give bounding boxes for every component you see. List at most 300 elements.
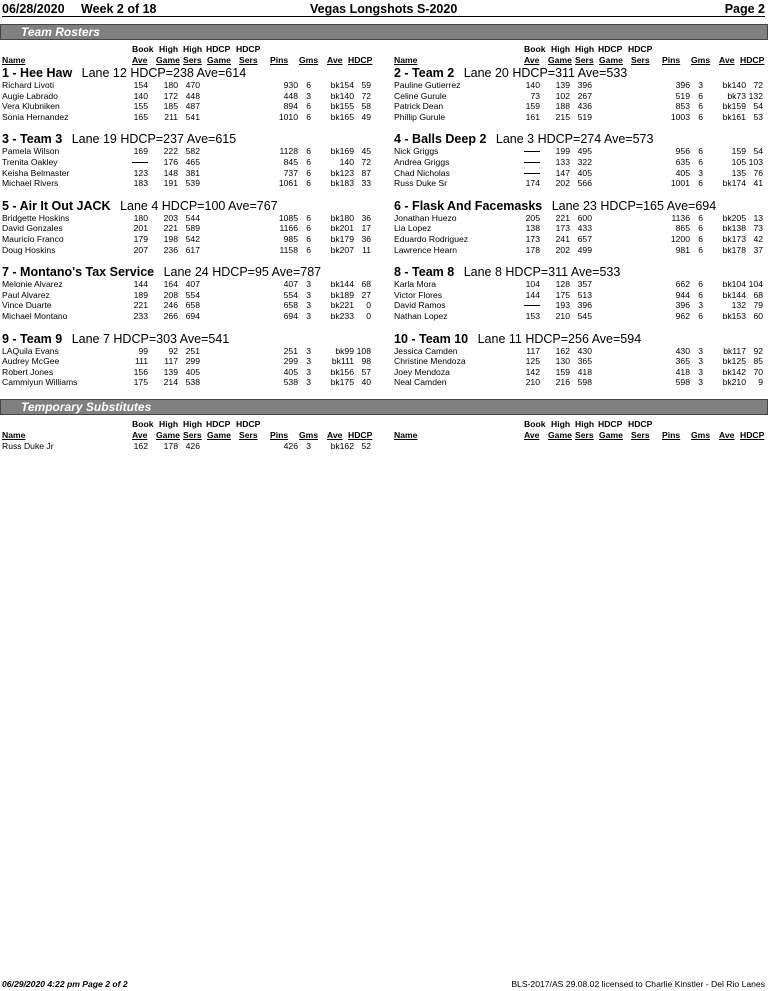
cell-game: 175 bbox=[555, 289, 570, 300]
cell-pins: 1200 bbox=[670, 233, 690, 244]
cell-sers: 600 bbox=[577, 212, 592, 223]
cell-name: Eduardo Rodriguez bbox=[394, 233, 469, 244]
cell-pins: 426 bbox=[283, 441, 298, 451]
header-hdcp: HDCP bbox=[348, 55, 373, 65]
player-row bbox=[2, 146, 382, 157]
cell-name: Audrey McGee bbox=[2, 356, 60, 367]
cell-ave: bk125 bbox=[722, 356, 746, 367]
cell-sers: 405 bbox=[185, 366, 200, 377]
cell-gms: 6 bbox=[306, 178, 311, 189]
page-header bbox=[2, 2, 765, 17]
header-hdcp2: HDCP bbox=[236, 419, 261, 429]
team-block bbox=[2, 332, 382, 388]
header-hdcp2: HDCP bbox=[628, 419, 653, 429]
cell-gms: 6 bbox=[698, 310, 703, 321]
cell-hdcp: 36 bbox=[361, 233, 371, 244]
cell-name: Vera Klubniken bbox=[2, 101, 60, 112]
cell-game: 128 bbox=[555, 279, 570, 290]
column-header bbox=[2, 419, 382, 441]
header-game: Game bbox=[548, 55, 572, 65]
header-pins: Pins bbox=[270, 430, 289, 440]
cell-name: Keisha Belmaster bbox=[2, 167, 70, 178]
cell-hdcp: 68 bbox=[361, 279, 371, 290]
cell-pins: 407 bbox=[283, 279, 298, 290]
cell-book: 179 bbox=[133, 233, 148, 244]
cell-pins: 845 bbox=[283, 156, 298, 167]
header-high2: High bbox=[183, 44, 203, 54]
cell-hdcp: 72 bbox=[361, 156, 371, 167]
cell-sers: 519 bbox=[577, 111, 592, 122]
cell-pins: 1166 bbox=[279, 223, 298, 234]
cell-sers: 299 bbox=[185, 356, 200, 367]
cell-game: 208 bbox=[163, 289, 178, 300]
cell-sers: 657 bbox=[577, 233, 592, 244]
cell-gms: 3 bbox=[698, 356, 703, 367]
cell-hdcp: 27 bbox=[361, 289, 371, 300]
cell-pins: 1061 bbox=[278, 178, 298, 189]
cell-sers: 365 bbox=[577, 356, 592, 367]
header-name: Name bbox=[2, 55, 26, 65]
cell-name: Lia Lopez bbox=[394, 223, 432, 234]
cell-game: 191 bbox=[163, 178, 178, 189]
player-row bbox=[2, 377, 382, 388]
cell-ave: bk144 bbox=[722, 289, 746, 300]
cell-game: 92 bbox=[168, 345, 178, 356]
cell-book: 233 bbox=[133, 310, 148, 321]
team-info: Lane 20 HDCP=311 Ave=533 bbox=[463, 66, 628, 80]
cell-hdcp: 54 bbox=[753, 101, 763, 112]
header-hsers: Sers bbox=[631, 430, 650, 440]
cell-pins: 985 bbox=[283, 233, 298, 244]
cell-sers: 582 bbox=[185, 146, 200, 157]
player-row bbox=[2, 213, 382, 224]
cell-sers: 396 bbox=[577, 300, 592, 311]
cell-pins: 981 bbox=[675, 244, 690, 255]
cell-game: 193 bbox=[555, 300, 570, 311]
cell-name: Paul Alvarez bbox=[2, 289, 50, 300]
team-block bbox=[2, 66, 382, 122]
cell-book: 123 bbox=[133, 167, 148, 178]
cell-hdcp: 76 bbox=[753, 167, 763, 178]
cell-name: Doug Hoskins bbox=[2, 244, 56, 255]
header-hdcp2: HDCP bbox=[628, 44, 653, 54]
cell-book: 111 bbox=[134, 356, 148, 367]
cell-ave: bk144 bbox=[330, 279, 354, 290]
cell-hdcp: 42 bbox=[753, 233, 763, 244]
header-hdcp: HDCP bbox=[348, 430, 373, 440]
cell-pins: 894 bbox=[283, 101, 298, 112]
cell-hdcp: 11 bbox=[362, 244, 371, 255]
cell-ave: bk183 bbox=[330, 178, 354, 189]
cell-hdcp: 72 bbox=[361, 90, 371, 101]
header-hsers: Sers bbox=[239, 55, 258, 65]
player-row bbox=[2, 234, 382, 245]
cell-book: 142 bbox=[525, 366, 540, 377]
team-block bbox=[394, 332, 768, 388]
header-hgame: Game bbox=[599, 55, 623, 65]
cell-gms: 6 bbox=[306, 146, 311, 157]
cell-name: Celine Gurule bbox=[394, 90, 447, 101]
player-row bbox=[394, 300, 768, 311]
player-row bbox=[394, 245, 768, 256]
cell-name: Vince Duarte bbox=[2, 300, 52, 311]
cell-pins: 418 bbox=[675, 366, 690, 377]
cell-sers: 470 bbox=[185, 80, 200, 90]
cell-sers: 426 bbox=[185, 441, 200, 451]
cell-pins: 554 bbox=[283, 289, 298, 300]
cell-ave: 105 bbox=[731, 156, 746, 167]
cell-ave: bk138 bbox=[722, 223, 746, 234]
team-name: 8 - Team 8 bbox=[394, 265, 455, 280]
cell-name: Michael Rivers bbox=[2, 178, 59, 189]
cell-game: 180 bbox=[163, 80, 178, 90]
cell-sers: 436 bbox=[577, 101, 592, 112]
cell-sers: 542 bbox=[185, 233, 200, 244]
header-hsers: Sers bbox=[239, 430, 258, 440]
team-title bbox=[394, 265, 768, 279]
player-row bbox=[394, 311, 768, 322]
cell-hdcp: 13 bbox=[753, 212, 763, 223]
cell-gms: 6 bbox=[698, 178, 703, 189]
player-row bbox=[394, 377, 768, 388]
cell-game: 203 bbox=[163, 212, 178, 223]
player-row bbox=[394, 80, 768, 91]
report-date: 06/28/2020 bbox=[2, 2, 65, 16]
player-row bbox=[394, 101, 768, 112]
cell-pins: 1001 bbox=[670, 178, 690, 189]
cell-name: Pamela Wilson bbox=[2, 146, 60, 157]
cell-game: 162 bbox=[555, 345, 570, 356]
cell-hdcp: 33 bbox=[361, 178, 371, 189]
cell-gms: 3 bbox=[698, 345, 703, 356]
header-pins: Pins bbox=[662, 55, 681, 65]
cell-sers: 465 bbox=[185, 156, 200, 167]
cell-sers: 418 bbox=[577, 366, 592, 377]
cell-name: Trenita Oakley bbox=[2, 156, 58, 167]
cell-game: 198 bbox=[163, 233, 178, 244]
cell-gms: 6 bbox=[698, 146, 703, 157]
team-block bbox=[394, 265, 768, 321]
header-high2: High bbox=[575, 44, 595, 54]
cell-hdcp: 0 bbox=[366, 300, 371, 311]
player-row bbox=[2, 279, 382, 290]
cell-game: 172 bbox=[163, 90, 178, 101]
cell-name: Pauline Gutierrez bbox=[394, 80, 461, 90]
cell-ave: bk189 bbox=[330, 289, 354, 300]
cell-ave: bk123 bbox=[330, 167, 354, 178]
cell-hdcp: 104 bbox=[748, 279, 763, 290]
cell-pins: 694 bbox=[283, 310, 298, 321]
cell-ave: bk210 bbox=[722, 377, 746, 388]
player-row bbox=[2, 157, 382, 168]
cell-sers: 487 bbox=[185, 101, 200, 112]
cell-pins: 430 bbox=[675, 345, 690, 356]
player-row bbox=[394, 213, 768, 224]
player-row bbox=[2, 367, 382, 378]
cell-book: 165 bbox=[133, 111, 148, 122]
cell-sers: 322 bbox=[577, 156, 592, 167]
cell-hdcp: 54 bbox=[753, 146, 763, 157]
cell-pins: 1085 bbox=[278, 212, 298, 223]
cell-sers: 396 bbox=[577, 80, 592, 90]
cell-book: 180 bbox=[133, 212, 148, 223]
cell-gms: 6 bbox=[698, 101, 703, 112]
column-header bbox=[394, 44, 768, 66]
player-row bbox=[394, 157, 768, 168]
cell-hdcp: 53 bbox=[753, 111, 763, 122]
cell-name: Lawrence Hearn bbox=[394, 244, 458, 255]
cell-hdcp: 68 bbox=[753, 289, 763, 300]
cell-gms: 6 bbox=[306, 223, 311, 234]
rosters-left-column bbox=[2, 44, 382, 398]
cell-book: 104 bbox=[525, 279, 540, 290]
cell-ave: bk155 bbox=[330, 101, 354, 112]
cell-game: 202 bbox=[555, 244, 570, 255]
cell-game: 102 bbox=[555, 90, 570, 101]
cell-hdcp: 52 bbox=[361, 441, 371, 451]
header-hdcp1: HDCP bbox=[598, 419, 623, 429]
subs-right-column bbox=[394, 419, 768, 441]
cell-sers: 267 bbox=[577, 90, 592, 101]
team-block bbox=[394, 66, 768, 122]
team-name: 6 - Flask And Facemasks bbox=[394, 198, 543, 213]
player-row bbox=[2, 223, 382, 234]
cell-name: Melonie Alvarez bbox=[2, 279, 63, 290]
cell-name: Andrea Griggs bbox=[394, 156, 450, 167]
cell-name: Joey Mendoza bbox=[394, 366, 450, 377]
team-title bbox=[2, 265, 382, 279]
cell-ave: bk142 bbox=[722, 366, 746, 377]
cell-pins: 251 bbox=[283, 345, 298, 356]
cell-ave: bk117 bbox=[723, 345, 746, 356]
cell-game: 210 bbox=[555, 310, 570, 321]
header-sers: Sers bbox=[575, 430, 594, 440]
header-ave2: Ave bbox=[327, 430, 343, 440]
header-hdcp1: HDCP bbox=[206, 419, 231, 429]
cell-gms: 6 bbox=[306, 212, 311, 223]
header-book: Book bbox=[524, 419, 546, 429]
cell-hdcp: 58 bbox=[361, 101, 371, 112]
header-gms: Gms bbox=[691, 55, 711, 65]
cell-gms: 3 bbox=[306, 441, 311, 451]
cell-game: 199 bbox=[555, 146, 570, 157]
team-info: Lane 7 HDCP=303 Ave=541 bbox=[71, 331, 230, 346]
team-title bbox=[394, 199, 768, 213]
cell-gms: 3 bbox=[306, 289, 311, 300]
team-name: 3 - Team 3 bbox=[2, 132, 63, 147]
cell-name: Nathan Lopez bbox=[394, 310, 448, 321]
cell-hdcp: 70 bbox=[753, 366, 763, 377]
team-info: Lane 8 HDCP=311 Ave=533 bbox=[463, 265, 621, 280]
cell-sers: 513 bbox=[577, 289, 592, 300]
cell-hdcp: 36 bbox=[361, 212, 371, 223]
player-row bbox=[394, 234, 768, 245]
header-high2: High bbox=[183, 419, 203, 429]
cell-sers: 430 bbox=[577, 345, 592, 356]
cell-gms: 6 bbox=[698, 111, 703, 122]
team-title bbox=[394, 132, 768, 146]
cell-game: 148 bbox=[163, 167, 178, 178]
header-pins: Pins bbox=[662, 430, 681, 440]
cell-game: 246 bbox=[163, 300, 178, 311]
cell-book: 221 bbox=[133, 300, 148, 311]
cell-sers: 407 bbox=[185, 279, 200, 290]
cell-ave: 135 bbox=[731, 167, 746, 178]
player-row bbox=[2, 290, 382, 301]
cell-name: David Ramos bbox=[394, 300, 446, 311]
team-name: 10 - Team 10 bbox=[394, 331, 469, 346]
team-block bbox=[2, 199, 382, 255]
cell-book: 99 bbox=[138, 345, 148, 356]
header-ave2: Ave bbox=[719, 55, 735, 65]
cell-name: Augie Labrado bbox=[2, 90, 58, 101]
header-hdcp1: HDCP bbox=[598, 44, 623, 54]
team-block bbox=[2, 265, 382, 321]
cell-name: LAQuila Evans bbox=[2, 345, 59, 356]
cell-ave: bk153 bbox=[722, 310, 746, 321]
team-title bbox=[2, 132, 382, 146]
cell-ave: bk201 bbox=[330, 223, 354, 234]
cell-book: 162 bbox=[133, 441, 148, 451]
cell-sers: 538 bbox=[185, 377, 200, 388]
cell-gms: 6 bbox=[306, 80, 311, 90]
cell-pins: 405 bbox=[283, 366, 298, 377]
player-row bbox=[2, 311, 382, 322]
cell-name: Christine Mendoza bbox=[394, 356, 466, 367]
cell-sers: 357 bbox=[577, 279, 592, 290]
page-number: Page 2 bbox=[724, 2, 765, 16]
cell-book: 174 bbox=[525, 178, 540, 189]
cell-pins: 1128 bbox=[279, 146, 298, 157]
cell-game: 185 bbox=[163, 101, 178, 112]
cell-pins: 365 bbox=[675, 356, 690, 367]
cell-sers: 251 bbox=[185, 345, 200, 356]
cell-book: 154 bbox=[133, 80, 148, 90]
cell-gms: 6 bbox=[306, 244, 311, 255]
cell-name: Neal Camden bbox=[394, 377, 447, 388]
header-game: Game bbox=[156, 55, 180, 65]
player-row bbox=[2, 178, 382, 189]
player-row bbox=[394, 367, 768, 378]
header-ave: Ave bbox=[132, 55, 148, 65]
cell-ave: bk140 bbox=[330, 90, 354, 101]
week-label: Week 2 of 18 bbox=[81, 2, 157, 16]
cell-hdcp: 132 bbox=[748, 90, 763, 101]
cell-hdcp: 45 bbox=[361, 146, 371, 157]
cell-hdcp: 79 bbox=[753, 300, 763, 311]
cell-pins: 1003 bbox=[670, 111, 690, 122]
team-info: Lane 24 HDCP=95 Ave=787 bbox=[163, 265, 322, 280]
cell-gms: 6 bbox=[306, 233, 311, 244]
player-row bbox=[394, 346, 768, 357]
cell-hdcp: 59 bbox=[361, 80, 371, 90]
cell-name: Richard Livoti bbox=[2, 80, 55, 90]
cell-gms: 3 bbox=[698, 300, 703, 311]
cell-pins: 538 bbox=[283, 377, 298, 388]
cell-book: 159 bbox=[525, 101, 540, 112]
header-high1: High bbox=[551, 419, 571, 429]
cell-book: 153 bbox=[525, 310, 540, 321]
cell-game: 202 bbox=[555, 178, 570, 189]
cell-gms: 3 bbox=[306, 366, 311, 377]
cell-sers: 566 bbox=[577, 178, 592, 189]
cell-name: Victor Flores bbox=[394, 289, 443, 300]
header-high1: High bbox=[159, 419, 179, 429]
cell-pins: 956 bbox=[675, 146, 690, 157]
cell-game: 178 bbox=[163, 441, 178, 451]
cell-gms: 6 bbox=[306, 101, 311, 112]
header-sers: Sers bbox=[575, 55, 594, 65]
cell-ave: bk175 bbox=[330, 377, 354, 388]
cell-gms: 6 bbox=[306, 156, 311, 167]
cell-book bbox=[132, 162, 148, 163]
team-info: Lane 11 HDCP=256 Ave=594 bbox=[477, 331, 642, 346]
cell-name: Mauricio Franco bbox=[2, 233, 64, 244]
cell-book: 205 bbox=[525, 212, 540, 223]
cell-game: 117 bbox=[164, 356, 178, 367]
cell-gms: 6 bbox=[698, 244, 703, 255]
cell-game: 173 bbox=[555, 223, 570, 234]
cell-sers: 617 bbox=[185, 244, 200, 255]
cell-gms: 3 bbox=[698, 377, 703, 388]
cell-gms: 3 bbox=[306, 279, 311, 290]
cell-pins: 396 bbox=[675, 300, 690, 311]
cell-sers: 541 bbox=[185, 111, 200, 122]
cell-ave: 159 bbox=[731, 146, 746, 157]
cell-game: 215 bbox=[555, 111, 570, 122]
cell-game: 164 bbox=[163, 279, 178, 290]
cell-gms: 6 bbox=[698, 156, 703, 167]
cell-ave: bk154 bbox=[330, 80, 354, 90]
player-row bbox=[2, 112, 382, 123]
cell-gms: 3 bbox=[698, 167, 703, 178]
header-hgame: Game bbox=[207, 430, 231, 440]
header-name: Name bbox=[394, 55, 418, 65]
cell-book: 156 bbox=[133, 366, 148, 377]
player-row bbox=[2, 80, 382, 91]
team-title bbox=[394, 332, 768, 346]
cell-name: Karla Mora bbox=[394, 279, 437, 290]
cell-gms: 6 bbox=[698, 289, 703, 300]
cell-book: 144 bbox=[525, 289, 540, 300]
team-name: 1 - Hee Haw bbox=[2, 66, 73, 80]
cell-gms: 6 bbox=[698, 212, 703, 223]
cell-ave: bk104 bbox=[722, 279, 746, 290]
league-name: Vegas Longshots S-2020 bbox=[310, 2, 458, 16]
cell-ave: 140 bbox=[339, 156, 354, 167]
cell-game: 130 bbox=[555, 356, 570, 367]
player-row bbox=[2, 168, 382, 179]
cell-gms: 6 bbox=[698, 90, 703, 101]
cell-game: 216 bbox=[555, 377, 570, 388]
column-header bbox=[394, 419, 768, 441]
player-row bbox=[2, 245, 382, 256]
cell-game: 222 bbox=[163, 146, 178, 157]
cell-hdcp: 108 bbox=[356, 345, 371, 356]
header-sers: Sers bbox=[183, 430, 202, 440]
cell-pins: 737 bbox=[283, 167, 298, 178]
team-title bbox=[394, 66, 768, 80]
cell-hdcp: 87 bbox=[361, 167, 371, 178]
cell-game: 147 bbox=[555, 167, 570, 178]
header-name: Name bbox=[2, 430, 26, 440]
cell-book: 207 bbox=[133, 244, 148, 255]
header-high1: High bbox=[159, 44, 179, 54]
cell-sers: 499 bbox=[577, 244, 592, 255]
player-row bbox=[2, 346, 382, 357]
header-hgame: Game bbox=[207, 55, 231, 65]
cell-hdcp: 73 bbox=[753, 223, 763, 234]
